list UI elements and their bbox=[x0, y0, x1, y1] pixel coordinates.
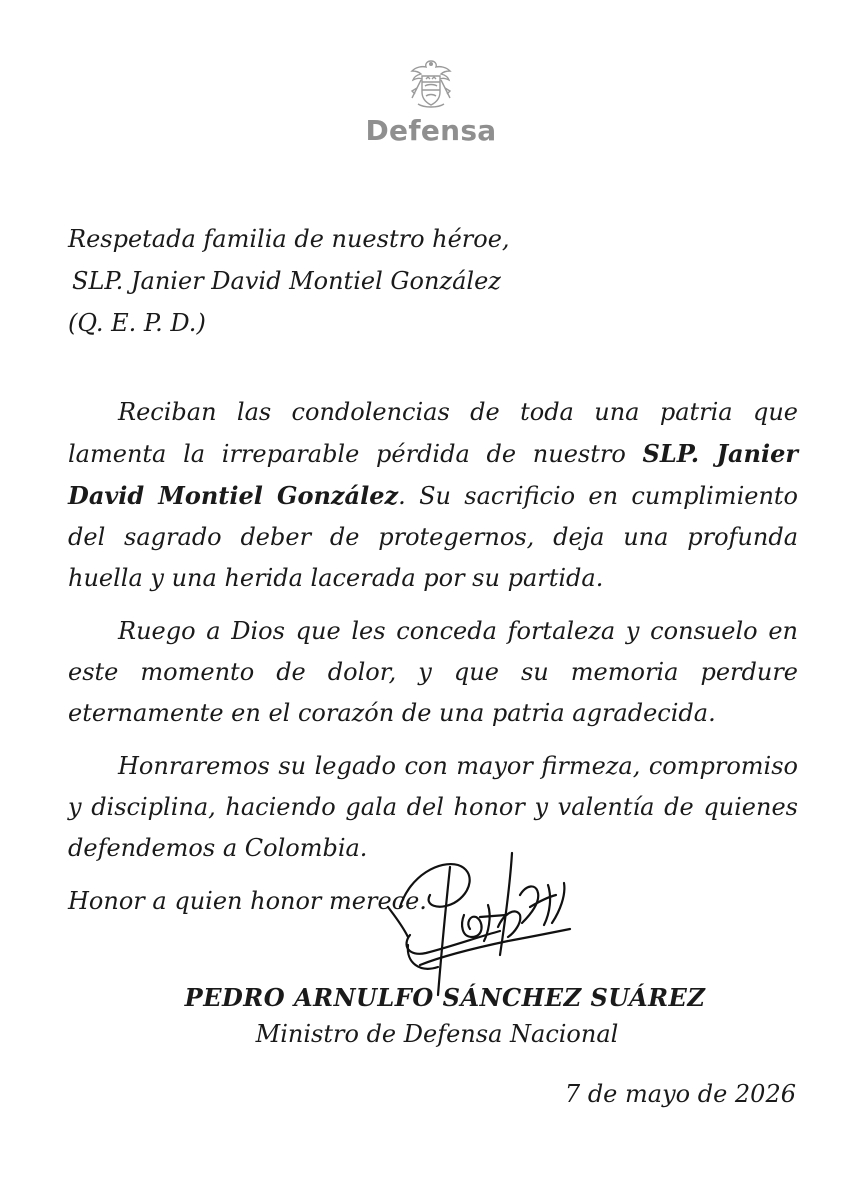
paragraph: Honraremos su legado con mayor firmeza, compromiso y disciplina, haciendo gala del honor y valentía de quienes defendemos a Colombia. bbox=[68, 752, 798, 862]
salutation bbox=[68, 218, 510, 344]
salutation-line: (Q. E. P. D.) bbox=[68, 309, 206, 337]
honoree-name-bold: SLP. Janier David Montiel González bbox=[68, 439, 798, 510]
honoree-name: SLP. Janier David Montiel González bbox=[72, 267, 501, 295]
brand-name: Defensa bbox=[365, 114, 497, 147]
paragraph: Reciban las condolencias de toda una patria que lamenta la irreparable pérdida de nuestro SLP. Janier David Montiel González. Su sacrificio en cumplimiento del sagrado deber de protegernos, deja una profunda huella y una herida lacerada por su partida. bbox=[68, 398, 798, 592]
letterhead bbox=[0, 58, 862, 147]
signer-block bbox=[0, 980, 862, 1052]
paragraph: Ruego a Dios que les conceda fortaleza y consuelo en este momento de dolor, y que su memoria perdure eternamente en el corazón de una patria agradecida. bbox=[68, 617, 798, 727]
coat-of-arms-icon bbox=[408, 58, 454, 112]
signer-role: Ministro de Defensa Nacional bbox=[255, 1020, 619, 1048]
closing-line: Honor a quien honor merece. bbox=[68, 887, 427, 915]
signer-name: PEDRO ARNULFO SÁNCHEZ SUÁREZ bbox=[184, 983, 706, 1012]
letter-date: 7 de mayo de 2026 bbox=[564, 1080, 796, 1108]
salutation-line: Respetada familia de nuestro héroe, bbox=[68, 225, 510, 253]
